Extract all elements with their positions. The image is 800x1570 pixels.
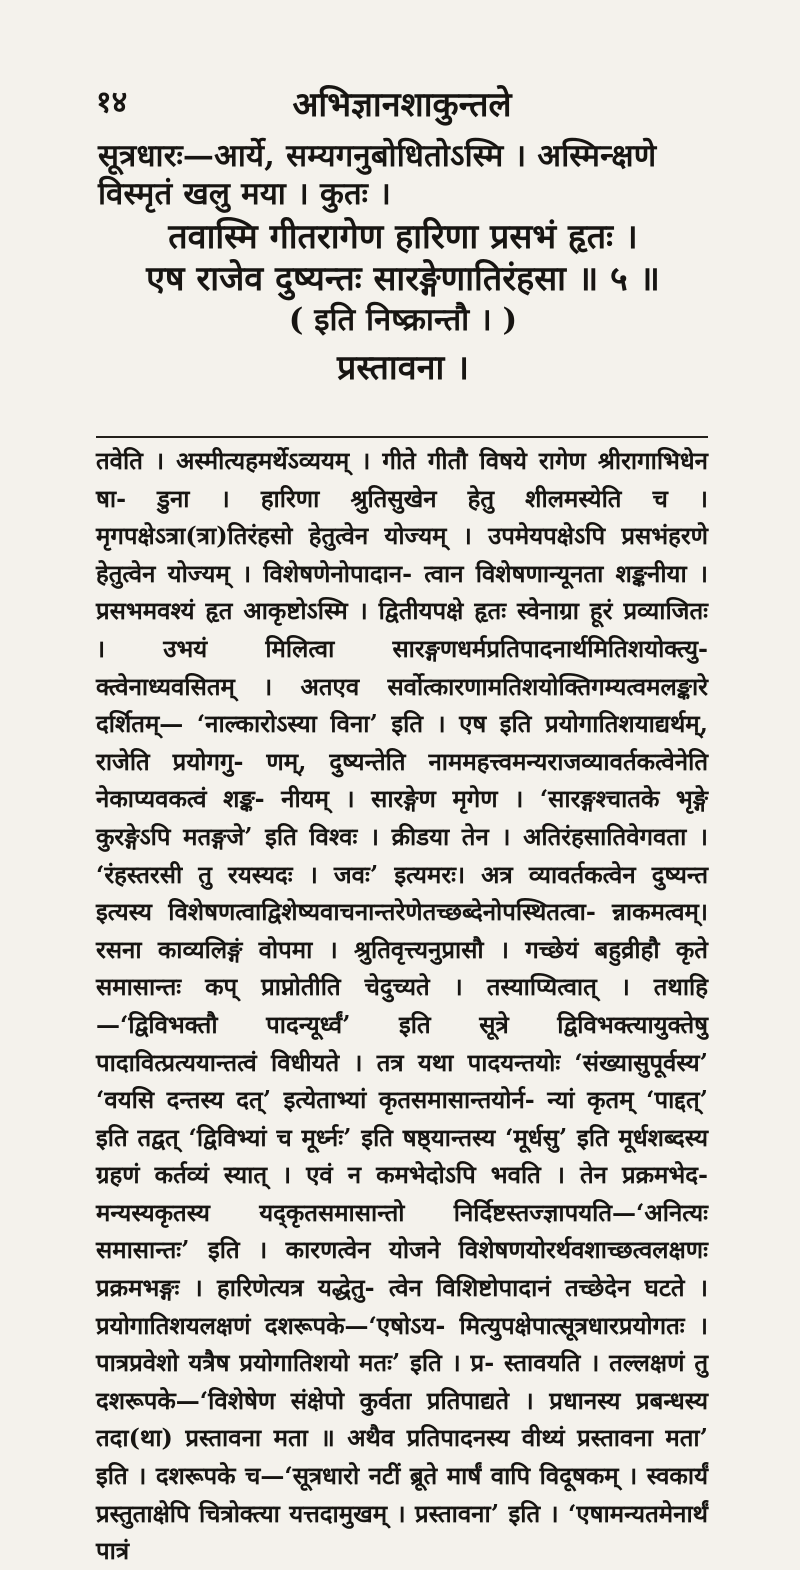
section-heading: प्रस्तावना । xyxy=(336,348,470,388)
running-title: अभिज्ञानशाकुन्तले xyxy=(292,85,512,125)
commentary-block xyxy=(96,442,708,1570)
exit-direction: ( इति निष्क्रान्तौ । ) xyxy=(288,302,518,339)
commentary-text: तवेति । अस्मीत्यहमर्थेऽव्ययम् । गीते गीतौ विषये रागेण श्रीरागाभिधेन षा- डुना । हारिणा श्रुतिसुखेन हेतु शीलमस्येति च । मृगपक्षेऽत्रा(त्रा)तिरंहसो हेतुत्वेन योज्यम् । उपमेयपक्षेऽपि प्रसभंहरणे हेतुत्वेन योज्यम् । विशेषणेनोपादान- त्वान विशेषणान्यूनता शङ्कनीया । प्रसभमवश्यं हृत आकृष्टोऽस्मि । द्वितीयपक्षे हृतः स्वेनाग्रा हूरं प्रव्याजितः । उभयं मिलित्वा सारङ्गणधर्मप्रतिपादनार्थमितिशयोक्त्यु- क्त्वेनाध्यवसितम् । अतएव सर्वोत्कारणामतिशयोक्तिगम्यत्वमलङ्कारे दर्शितम्— ‘नाल्कारोऽस्या विना’ इति । एष इति प्रयोगातिशयाद्यर्थम्, राजेति प्रयोगगु- णम्, दुष्यन्तेति नाममहत्त्वमन्यराजव्यावर्तकत्वेनेति नेकाप्यवकत्वं शङ्क- नीयम् । सारङ्गेण मृगेण । ‘सारङ्गश्चातके भृङ्गे कुरङ्गेऽपि मतङ्गजे’ इति विश्वः । क्रीडया तेन । अतिरंहसातिवेगवता । ‘रंहस्तरसी तु रयस्यदः । जवः’ इत्यमरः। अत्र व्यावर्तकत्वेन दुष्यन्त इत्यस्य विशेषणत्वाद्विशेष्यवाचनान्तरेणेतच्छब्देनोपस्थितत्वा- न्नाकमत्वम्। रसना काव्यलिङ्गं वोपमा । श्रुतिवृत्त्यनुप्रासौ । गच्छेयं बहुव्रीहौ कृते समासान्तः कप् प्राप्नोतीति चेदुच्यते । तस्याप्यित्वात् । तथाहि—‘द्विविभक्तौ पादन्यूर्ध्वं’ इति सूत्रे द्विविभक्त्यायुक्तेषु पादावित्प्रत्ययान्तत्वं विधीयते । तत्र यथा पादयन्तयोः ‘संख्यासुपूर्वस्य’ ‘वयसि दन्तस्य दत्’ इत्येताभ्यां कृतसमासान्तयोर्न- न्यां कृतम् ‘पाद्दत्’ इति तद्वत् ‘द्विविभ्यां च मूर्ध्नः’ इति षष्ठ्यान्तस्य ‘मूर्धसु’ इति मूर्धशब्दस्य ग्रहणं कर्तव्यं स्यात् । एवं न कमभेदोऽपि भवति । तेन प्रक्रमभेद- मन्यस्यकृतस्य यद्कृतसमासान्तो निर्दिष्टस्तज्ज्ञापयति—‘अनित्यः समासान्तः’ इति । कारणत्वेन योजने विशेषणयोरर्थवशाच्छत्वलक्षणः प्रक्रमभङ्गः । हारिणेत्यत्र यद्धेतु- त्वेन विशिष्टोपादानं तच्छेदेन घटते । प्रयोगातिशयलक्षणं दशरूपके—‘एषोऽय- मित्युपक्षेपात्सूत्रधारप्रयोगतः । पात्रप्रवेशो यत्रैष प्रयोगातिशयो मतः’ इति । प्र- स्तावयति । तल्लक्षणं तु दशरूपके—‘विशेषेण संक्षेपो कुर्वता प्रतिपाद्यते । प्रधानस्य प्रबन्धस्य तदा(था) प्रस्तावना मता ॥ अथैव प्रतिपादनस्य वीथ्यं प्रस्तावना मता’ इति । दशरूपके च—‘सूत्रधारो नटीं ब्रूते मार्षं वापि विदूषकम् । स्वकार्यं प्रस्तुताक्षेपि चित्रोक्त्या यत्तदामुखम् । प्रस्तावना’ इति । ‘एषामन्यतमेनार्थं पात्रं xyxy=(96,446,708,1566)
verse-lines xyxy=(98,217,708,389)
page-header xyxy=(96,80,708,128)
verse-block xyxy=(98,137,708,389)
verse-line-1: तवास्मि गीतरागेण हारिणा प्रसभं हृतः । xyxy=(168,217,638,258)
verse-line-2: एष राजेव दुष्यन्तः सारङ्गेणातिरंहसा ॥ ५ ॥ xyxy=(146,258,660,299)
verse-intro: सूत्रधारः—आर्ये, सम्यगनुबोधितोऽस्मि । अस्मिन्क्षणे विस्मृतं खलु मया । कुतः । xyxy=(98,138,657,213)
page-number: १४ xyxy=(96,85,128,120)
divider-rule xyxy=(96,436,708,438)
